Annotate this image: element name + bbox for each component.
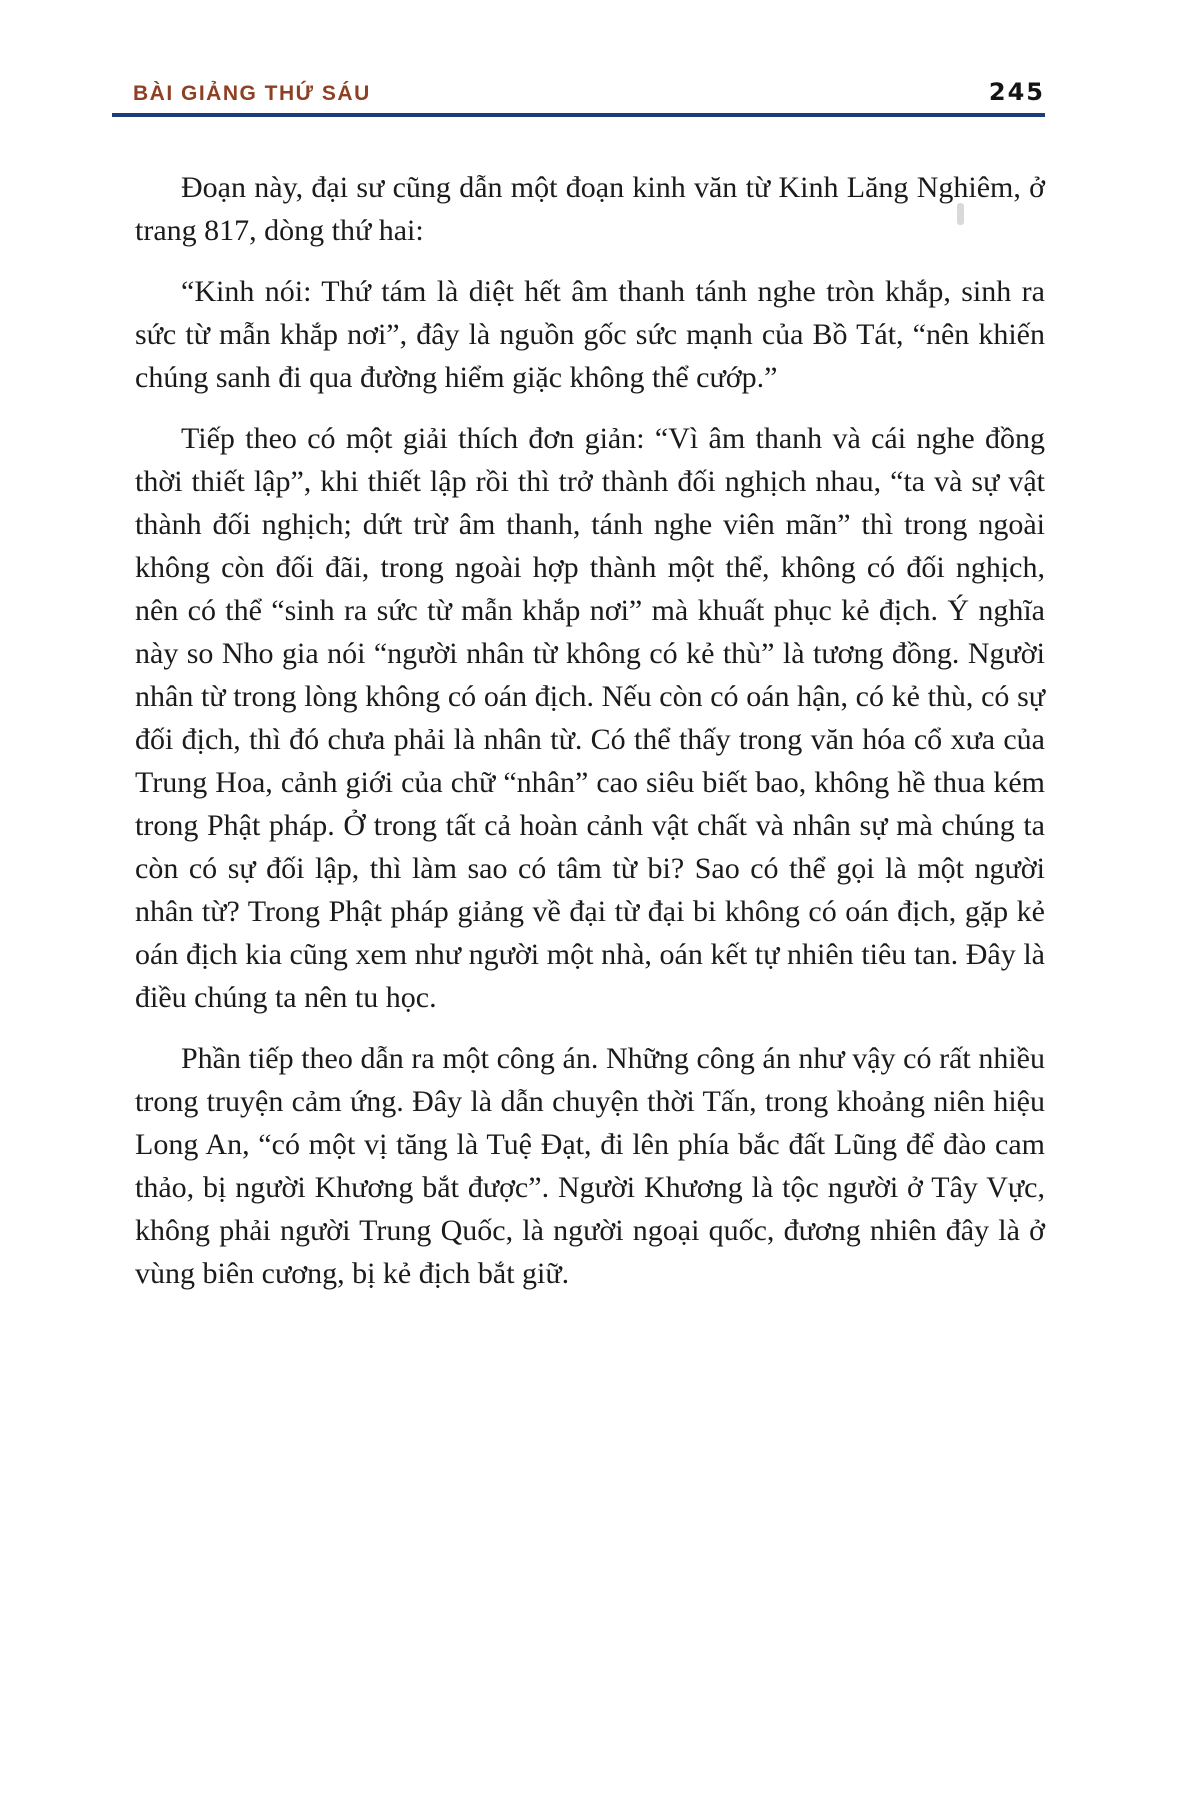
page-number: 245	[988, 78, 1045, 106]
paragraph-koan-story: Phần tiếp theo dẫn ra một công án. Những công án như vậy có rất nhiều trong truyện cảm ứng. Đây là dẫn chuyện thời Tấn, trong khoảng niên hiệu Long An, “có một vị tăng là Tuệ Đạt, đi lên phía bắc đất Lũng để đào cam thảo, bị người Khương bắt được”. Người Khương là tộc người ở Tây Vực, không phải người Trung Quốc, là người ngoại quốc, đương nhiên đây là ở vùng biên cương, bị kẻ địch bắt giữ.	[135, 1042, 1045, 1290]
header-rule-divider	[112, 113, 1045, 117]
page-header	[112, 80, 1045, 117]
paragraph-intro: Đoạn này, đại sư cũng dẫn một đoạn kinh văn từ Kinh Lăng Nghiêm, ở trang 817, dòng thứ hai:	[135, 171, 1045, 247]
running-header-title: BÀI GIẢNG THỨ SÁU	[133, 82, 371, 105]
paragraph-explanation: Tiếp theo có một giải thích đơn giản: “Vì âm thanh và cái nghe đồng thời thiết lập”, khi thiết lập rồi thì trở thành đối nghịch nhau, “ta và sự vật thành đối nghịch; dứt trừ âm thanh, tánh nghe viên mãn” thì trong ngoài không còn đối đãi, trong ngoài hợp thành một thể, không có đối nghịch, nên có thể “sinh ra sức từ mẫn khắp nơi” mà khuất phục kẻ địch. Ý nghĩa này so Nho gia nói “người nhân từ không có kẻ thù” là tương đồng. Người nhân từ trong lòng không có oán địch. Nếu còn có oán hận, có kẻ thù, có sự đối địch, thì đó chưa phải là nhân từ. Có thể thấy trong văn hóa cổ xưa của Trung Hoa, cảnh giới của chữ “nhân” cao siêu biết bao, không hề thua kém trong Phật pháp. Ở trong tất cả hoàn cảnh vật chất và nhân sự mà chúng ta còn có sự đối lập, thì làm sao có tâm từ bi? Sao có thể gọi là một người nhân từ? Trong Phật pháp giảng về đại từ đại bi không có oán địch, gặp kẻ oán địch kia cũng xem như người một nhà, oán kết tự nhiên tiêu tan. Đây là điều chúng ta nên tu học.	[135, 422, 1045, 1014]
paragraph-sutra-quote: “Kinh nói: Thứ tám là diệt hết âm thanh tánh nghe tròn khắp, sinh ra sức từ mẫn khắp nơi”, đây là nguồn gốc sức mạnh của Bồ Tát, “nên khiến chúng sanh đi qua đường hiểm giặc không thể cướp.”	[135, 275, 1045, 394]
header-row	[112, 80, 1045, 104]
body-text	[135, 166, 1045, 1313]
